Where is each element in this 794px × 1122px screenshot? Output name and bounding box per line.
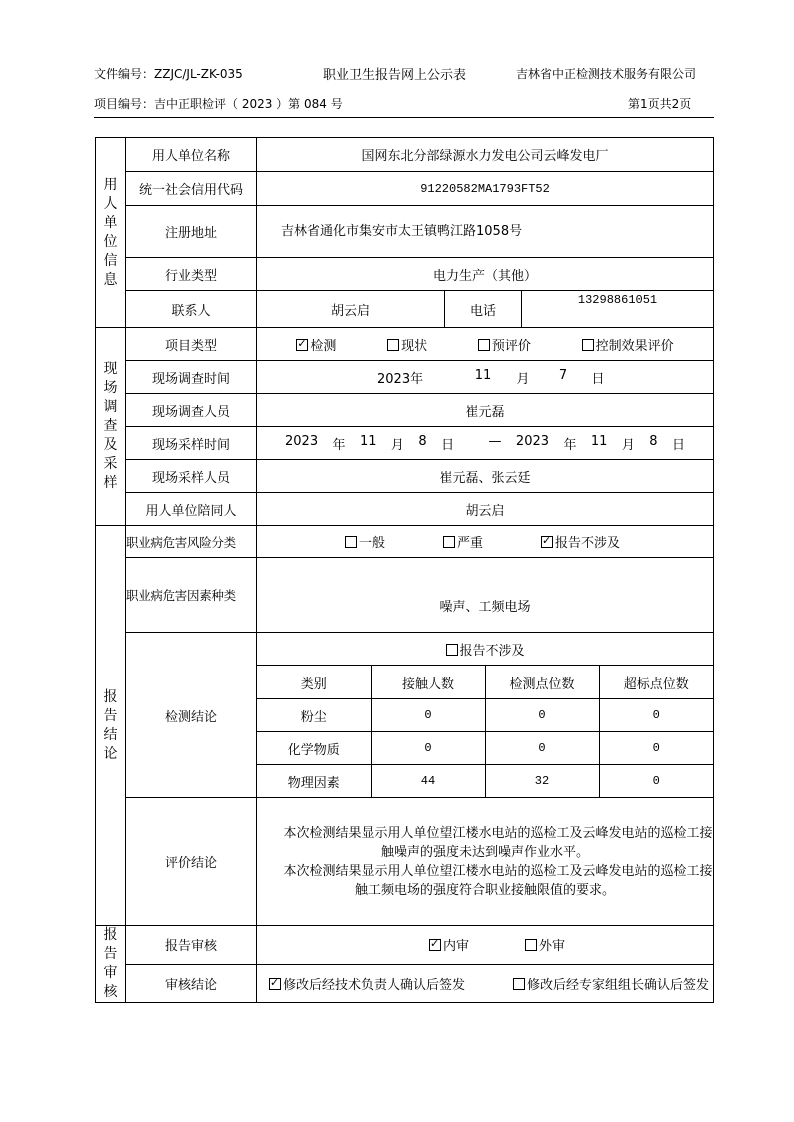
option-pre-evaluation[interactable]: 预评价 — [478, 335, 531, 354]
employer-name-label: 用人单位名称 — [126, 138, 257, 172]
option-internal-review[interactable]: ✓ 内审 — [429, 935, 469, 954]
column-header: 超标点位数 — [599, 666, 713, 699]
evaluation-conclusion-label: 评价结论 — [126, 798, 257, 926]
exceeding-points-cell: 0 — [599, 732, 713, 765]
checkbox-empty-icon[interactable] — [513, 978, 525, 990]
checkbox-checked-icon[interactable] — [269, 978, 281, 990]
sampling-time-label: 现场采样时间 — [126, 427, 257, 460]
survey-time-label: 现场调查时间 — [126, 361, 257, 394]
row-employer-name — [96, 138, 714, 172]
evaluation-paragraph: 本次检测结果显示用人单位望江楼水电站的巡检工及云峰发电站的巡检工接触噪声的强度未达到噪声作业水平。 — [283, 825, 713, 860]
detection-not-involved-option[interactable]: 报告不涉及 — [257, 633, 713, 666]
surveyor-value: 崔元磊 — [257, 394, 714, 427]
option-serious[interactable]: 严重 — [443, 532, 483, 551]
category-cell: 化学物质 — [257, 732, 371, 765]
table-row — [257, 732, 713, 765]
sampler-label: 现场采样人员 — [126, 460, 257, 493]
sampler-value: 崔元磊、张云廷 — [257, 460, 714, 493]
checkbox-empty-icon[interactable] — [446, 644, 458, 656]
table-row — [257, 765, 713, 798]
evaluation-conclusion-text — [257, 798, 714, 926]
detection-points-cell: 32 — [485, 765, 599, 798]
address-value: 吉林省通化市集安市太王镇鸭江路1058号 — [257, 206, 714, 258]
option-not-involved[interactable]: ✓ 报告不涉及 — [541, 532, 620, 551]
option-control-effect[interactable]: 控制效果评价 — [582, 335, 674, 354]
disclosure-table — [95, 137, 714, 1003]
column-header: 类别 — [257, 666, 371, 699]
surveyor-label: 现场调查人员 — [126, 394, 257, 427]
detection-results-table — [257, 633, 713, 797]
checkbox-empty-icon[interactable] — [443, 536, 455, 548]
column-header: 检测点位数 — [485, 666, 599, 699]
document-number: 文件编号：ZZJC/JL-ZK-035 — [94, 67, 243, 81]
section-employer-info: 用 人 单 位 信 息 — [96, 138, 126, 328]
checkbox-empty-icon[interactable] — [582, 339, 594, 351]
checkbox-checked-icon[interactable] — [296, 339, 308, 351]
employer-name-value: 国网东北分部绿源水力发电公司云峰发电厂 — [257, 138, 714, 172]
review-options — [257, 935, 713, 954]
checkbox-checked-icon[interactable] — [541, 536, 553, 548]
hazard-type-value: 噪声、工频电场 — [257, 558, 714, 633]
escort-value: 胡云启 — [257, 493, 714, 526]
option-external-review[interactable]: 外审 — [525, 935, 565, 954]
review-result-label: 审核结论 — [126, 964, 257, 1003]
phone-value: 13298861051 — [522, 291, 714, 328]
industry-label: 行业类型 — [126, 258, 257, 291]
exceeding-points-cell: 0 — [599, 765, 713, 798]
project-type-label: 项目类型 — [126, 328, 257, 361]
checkbox-empty-icon[interactable] — [478, 339, 490, 351]
review-result-options — [257, 974, 713, 993]
checkbox-empty-icon[interactable] — [345, 536, 357, 548]
detection-points-cell: 0 — [485, 732, 599, 765]
credit-code-label: 统一社会信用代码 — [126, 172, 257, 206]
option-expert-lead-confirm[interactable]: 修改后经专家组组长确认后签发 — [513, 974, 709, 993]
contact-label: 联系人 — [126, 291, 257, 328]
report-review-label: 报告审核 — [126, 926, 257, 965]
checkbox-checked-icon[interactable] — [429, 939, 441, 951]
exposed-count-cell: 0 — [371, 732, 485, 765]
survey-time-value: 2023年 11 月 7 日 — [257, 361, 714, 394]
project-number: 项目编号：吉中正职检评（ 2023 ）第 084 号 — [94, 97, 343, 111]
phone-label: 电话 — [445, 291, 522, 328]
category-cell: 粉尘 — [257, 699, 371, 732]
detection-points-cell: 0 — [485, 699, 599, 732]
project-type-options — [257, 335, 713, 354]
checkbox-empty-icon[interactable] — [387, 339, 399, 351]
option-tech-lead-confirm[interactable]: ✓ 修改后经技术负责人确认后签发 — [269, 974, 465, 993]
credit-code-value: 91220582MA1793FT52 — [257, 172, 714, 206]
table-row — [257, 699, 713, 732]
section-report-conclusion: 报 告 结 论 — [96, 526, 126, 926]
company-name: 吉林省中正检测技术服务有限公司 — [516, 67, 697, 81]
header-divider — [94, 117, 714, 118]
exceeding-points-cell: 0 — [599, 699, 713, 732]
evaluation-paragraph: 本次检测结果显示用人单位望江楼水电站的巡检工及云峰发电站的巡检工接触工频电场的强度符合职业接触限值的要求。 — [283, 863, 713, 898]
option-general[interactable]: 一般 — [345, 532, 385, 551]
table-header-row — [257, 666, 713, 699]
escort-label: 用人单位陪同人 — [126, 493, 257, 526]
section-report-review: 报 告 审 核 — [96, 926, 126, 1003]
risk-options — [257, 532, 713, 551]
page-title: 职业卫生报告网上公示表 — [323, 68, 467, 83]
risk-category-label: 职业病危害风险分类 — [126, 526, 257, 558]
option-detection[interactable]: ✓ 检测 — [296, 335, 336, 354]
section-survey-sampling: 现 场 调 查 及 采 样 — [96, 328, 126, 526]
sampling-time-value: 2023 年 11 月 8 日 — 2023 年 11 月 8 日 — [257, 427, 714, 460]
page-number: 第1页共2页 — [628, 97, 692, 111]
checkbox-empty-icon[interactable] — [525, 939, 537, 951]
column-header: 接触人数 — [371, 666, 485, 699]
industry-value: 电力生产（其他） — [257, 258, 714, 291]
option-status[interactable]: 现状 — [387, 335, 427, 354]
detection-conclusion-label: 检测结论 — [126, 633, 257, 798]
hazard-type-label: 职业病危害因素种类 — [126, 558, 257, 633]
address-label: 注册地址 — [126, 206, 257, 258]
exposed-count-cell: 44 — [371, 765, 485, 798]
contact-value: 胡云启 — [257, 291, 445, 328]
exposed-count-cell: 0 — [371, 699, 485, 732]
category-cell: 物理因素 — [257, 765, 371, 798]
